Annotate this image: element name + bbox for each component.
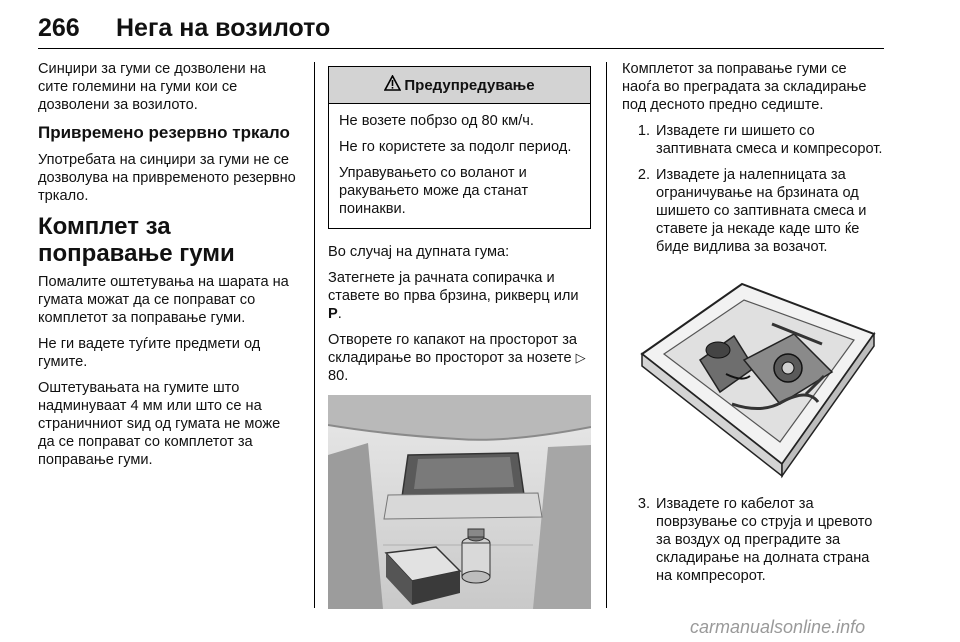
- handbrake-instruction: [328, 269, 591, 323]
- handbrake-text-end: .: [337, 306, 342, 322]
- list-item: [622, 122, 886, 158]
- warning-triangle-icon: [384, 75, 401, 95]
- column-right: [622, 60, 886, 593]
- page-title: Нега на возилото: [116, 14, 331, 42]
- warning-box: [328, 66, 591, 229]
- warning-title: Предупредување: [404, 76, 535, 94]
- repair-kit-paragraph: Оштетувањата на гумите што надминуваат 4 мм или што се на страничниот sид од гумата не може да се поправат со комплетот за поправање гуми.: [38, 380, 281, 468]
- flat-tyre-intro: Во случај на дупната гума:: [328, 244, 510, 260]
- step-number: 2.: [637, 167, 650, 183]
- warning-header: [329, 67, 590, 104]
- column-middle: [328, 66, 591, 614]
- warning-line: Не го користете за подолг период.: [339, 139, 572, 155]
- page-number: 266: [38, 14, 80, 42]
- column-left: [38, 60, 300, 477]
- list-item: [622, 495, 886, 585]
- step-text: Извадете ги шишето со заптивната смеса и компресорот.: [656, 123, 883, 157]
- column-divider: [606, 62, 607, 608]
- step-text: Извадете го кабелот за поврзување со струја и цревото за воздух од преградите за складирање на долната страна на компресорот.: [656, 496, 873, 584]
- step-number: 3.: [637, 496, 650, 512]
- repair-kit-illustration: [622, 264, 886, 487]
- step-text: Извадете ја налепницата за ограничување на брзината од шишето со заптивната смеса и ставете ја некаде каде што ќе биде видлива за возачот.: [656, 167, 867, 255]
- footwell-storage-illustration: [328, 395, 591, 614]
- watermark: carmanualsonline.info: [690, 617, 866, 637]
- repair-kit-heading: Комплет за поправање гуми: [38, 213, 235, 267]
- repair-kit-paragraph: Помалите оштетувања на шарата на гумата можат да се поправат со комплетот за поправање гуми.: [38, 274, 289, 326]
- page-reference: 80.: [328, 368, 349, 384]
- warning-line: Управувањето со воланот и ракувањето може да станат поинакви.: [339, 165, 529, 217]
- park-gear-label: P: [328, 306, 338, 322]
- warning-body: [329, 104, 590, 228]
- spare-wheel-heading: Привремено резервно тркало: [38, 123, 290, 142]
- kit-location-text: Комплетот за поправање гуми се наоѓа во преградата за складирање под десното предно седиште.: [622, 61, 867, 113]
- repair-kit-paragraph: Не ги вадете туѓите предмети од гумите.: [38, 336, 261, 370]
- steps-list: [622, 122, 886, 256]
- handbrake-text: Затегнете ја рачната сопирачка и ставете во прва брзина, рикверц или: [328, 270, 579, 304]
- cover-instruction: [328, 331, 591, 385]
- step-number: 1.: [637, 123, 650, 139]
- list-item: [622, 166, 886, 256]
- header-rule: [38, 48, 884, 49]
- cover-text: Отворете го капакот на просторот за складирање во просторот за нозете: [328, 332, 578, 366]
- column-divider: [314, 62, 315, 608]
- steps-list-continued: [622, 495, 886, 585]
- warning-line: Не возете побрзо од 80 км/ч.: [339, 113, 534, 129]
- spare-wheel-text: Употребата на синџири за гуми не се дозволува на привременото резервно тркало.: [38, 152, 296, 204]
- chains-intro: Синџири за гуми се дозволени на сите големини на гуми кои се дозволени за возилото.: [38, 61, 266, 113]
- page-reference-icon: ▷: [575, 350, 586, 365]
